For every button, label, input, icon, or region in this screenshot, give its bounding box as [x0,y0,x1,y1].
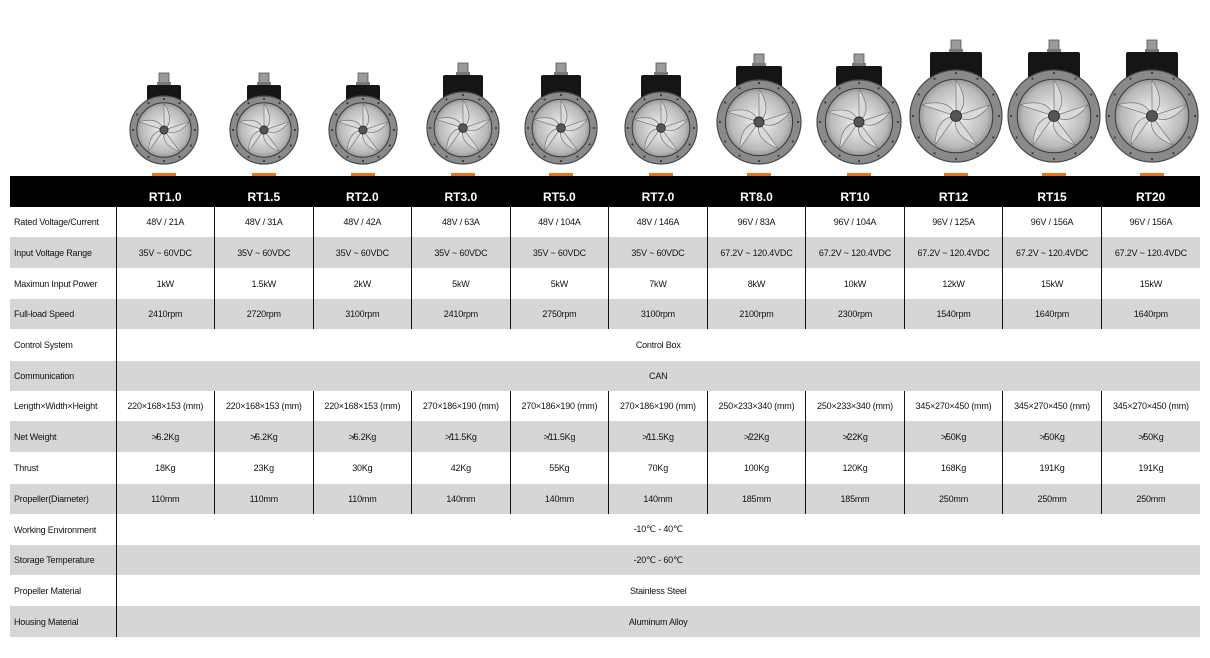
spec-cell: 220×168×153 (mm) [215,391,314,421]
spec-cell: 270×186×190 (mm) [510,391,609,421]
spec-row [10,299,1200,329]
spec-cell: 96V / 156A [1003,207,1102,237]
model-header: RT8.0 [707,176,806,207]
spec-row-label: Working Environment [10,514,116,545]
spec-cell: 48V / 21A [116,207,215,237]
spec-row [10,237,1200,268]
spec-cell: 96V / 104A [806,207,905,237]
spec-shared-value: Stainless Steel [116,575,1200,606]
spec-cell: 96V / 125A [904,207,1003,237]
spec-cell: 100Kg [707,452,806,484]
spec-cell: 2720rpm [215,299,314,329]
spec-cell: 110mm [215,484,314,514]
spec-cell: 15kW [1003,268,1102,299]
spec-cell: 15kW [1101,268,1200,299]
spec-cell: 191Kg [1101,452,1200,484]
spec-cell: 270×186×190 (mm) [609,391,708,421]
spec-cell: 48V / 31A [215,207,314,237]
spec-table [10,176,1200,637]
spec-cell: ≯22Kg [707,421,806,452]
spec-row-label: Length×Width×Height [10,391,116,421]
model-header: RT5.0 [510,176,609,207]
spec-cell: ≯6.2Kg [116,421,215,452]
spec-cell: 2750rpm [510,299,609,329]
model-header: RT15 [1003,176,1102,207]
spec-row-label: Rated Voltage/Current [10,207,116,237]
spec-cell: 168Kg [904,452,1003,484]
spec-row-label: Control System [10,329,116,361]
spec-shared-value: -10℃ - 40℃ [116,514,1200,545]
spec-cell: 2410rpm [116,299,215,329]
spec-shared-value: Aluminum Alloy [116,606,1200,637]
spec-row-label: Propeller(Diameter) [10,484,116,514]
spec-cell: 48V / 63A [412,207,511,237]
spec-cell: 2100rpm [707,299,806,329]
spec-cell: 140mm [609,484,708,514]
spec-cell: 42Kg [412,452,511,484]
spec-row-label: Thrust [10,452,116,484]
model-header: RT12 [904,176,1003,207]
spec-cell: 23Kg [215,452,314,484]
spec-row-label: Maximun Input Power [10,268,116,299]
spec-row [10,514,1200,545]
spec-cell: 5kW [412,268,511,299]
spec-cell: ≯22Kg [806,421,905,452]
spec-cell: 96V / 83A [707,207,806,237]
spec-row-label: Housing Material [10,606,116,637]
spec-cell: 67.2V ~ 120.4VDC [806,237,905,268]
spec-cell: 67.2V ~ 120.4VDC [1101,237,1200,268]
spec-cell: 220×168×153 (mm) [116,391,215,421]
spec-cell: ≯6.2Kg [313,421,412,452]
spec-cell: 3100rpm [609,299,708,329]
spec-row [10,452,1200,484]
spec-cell: 250mm [1101,484,1200,514]
spec-cell: 5kW [510,268,609,299]
spec-row [10,606,1200,637]
spec-row-label: Input Voltage Range [10,237,116,268]
spec-cell: 8kW [707,268,806,299]
spec-cell: 140mm [412,484,511,514]
spec-cell: 250mm [1003,484,1102,514]
spec-row [10,421,1200,452]
spec-cell: 35V ~ 60VDC [510,237,609,268]
spec-cell: 48V / 146A [609,207,708,237]
spec-cell: 220×168×153 (mm) [313,391,412,421]
spec-row [10,391,1200,421]
spec-cell: 2300rpm [806,299,905,329]
spec-cell: 2410rpm [412,299,511,329]
spec-cell: 70Kg [609,452,708,484]
spec-row [10,268,1200,299]
spec-cell: ≯11.5Kg [510,421,609,452]
spec-cell: 185mm [707,484,806,514]
spec-cell: 191Kg [1003,452,1102,484]
spec-cell: 185mm [806,484,905,514]
spec-row-label: Full-load Speed [10,299,116,329]
thruster-product-images [0,0,1210,180]
spec-cell: 35V ~ 60VDC [116,237,215,268]
model-header: RT1.0 [116,176,215,207]
spec-shared-value: Control Box [116,329,1200,361]
spec-cell: 250mm [904,484,1003,514]
spec-cell: ≯11.5Kg [609,421,708,452]
spec-cell: 67.2V ~ 120.4VDC [904,237,1003,268]
model-header: RT7.0 [609,176,708,207]
spec-cell: 7kW [609,268,708,299]
spec-row-label: Storage Temperature [10,545,116,575]
spec-cell: 250×233×340 (mm) [806,391,905,421]
spec-cell: 250×233×340 (mm) [707,391,806,421]
spec-row [10,575,1200,606]
spec-cell: 1640rpm [1003,299,1102,329]
model-header: RT3.0 [412,176,511,207]
spec-cell: 35V ~ 60VDC [609,237,708,268]
spec-cell: 1540rpm [904,299,1003,329]
spec-table-header [10,176,1200,207]
spec-row-label: Propeller Material [10,575,116,606]
spec-row [10,361,1200,391]
spec-cell: 35V ~ 60VDC [215,237,314,268]
spec-cell: 110mm [116,484,215,514]
spec-row [10,329,1200,361]
spec-cell: 67.2V ~ 120.4VDC [707,237,806,268]
spec-cell: ≯6.2Kg [215,421,314,452]
spec-cell: 2kW [313,268,412,299]
spec-cell: 96V / 156A [1101,207,1200,237]
spec-cell: ≯11.5Kg [412,421,511,452]
model-header: RT1.5 [215,176,314,207]
spec-cell: 3100rpm [313,299,412,329]
spec-shared-value: -20℃ - 60℃ [116,545,1200,575]
spec-cell: ≯50Kg [1101,421,1200,452]
model-header: RT2.0 [313,176,412,207]
spec-row-label: Net Weight [10,421,116,452]
model-header: RT20 [1101,176,1200,207]
spec-row [10,484,1200,514]
spec-table-body [10,207,1200,637]
spec-cell: 345×270×450 (mm) [1003,391,1102,421]
spec-cell: ≯50Kg [904,421,1003,452]
spec-cell: 140mm [510,484,609,514]
spec-cell: 10kW [806,268,905,299]
spec-cell: 30Kg [313,452,412,484]
spec-cell: 35V ~ 60VDC [313,237,412,268]
spec-row [10,207,1200,237]
spec-cell: 345×270×450 (mm) [904,391,1003,421]
thruster-image [0,0,1210,180]
spec-cell: 1.5kW [215,268,314,299]
spec-cell: 270×186×190 (mm) [412,391,511,421]
model-header: RT10 [806,176,905,207]
spec-cell: 55Kg [510,452,609,484]
spec-shared-value: CAN [116,361,1200,391]
header-corner [10,176,116,207]
spec-cell: 345×270×450 (mm) [1101,391,1200,421]
spec-row [10,545,1200,575]
spec-cell: 48V / 104A [510,207,609,237]
spec-cell: 110mm [313,484,412,514]
spec-cell: 67.2V ~ 120.4VDC [1003,237,1102,268]
spec-cell: 120Kg [806,452,905,484]
spec-cell: 12kW [904,268,1003,299]
spec-cell: 35V ~ 60VDC [412,237,511,268]
spec-cell: 48V / 42A [313,207,412,237]
spec-cell: 18Kg [116,452,215,484]
spec-cell: 1kW [116,268,215,299]
spec-row-label: Communication [10,361,116,391]
spec-cell: 1640rpm [1101,299,1200,329]
spec-cell: ≯50Kg [1003,421,1102,452]
